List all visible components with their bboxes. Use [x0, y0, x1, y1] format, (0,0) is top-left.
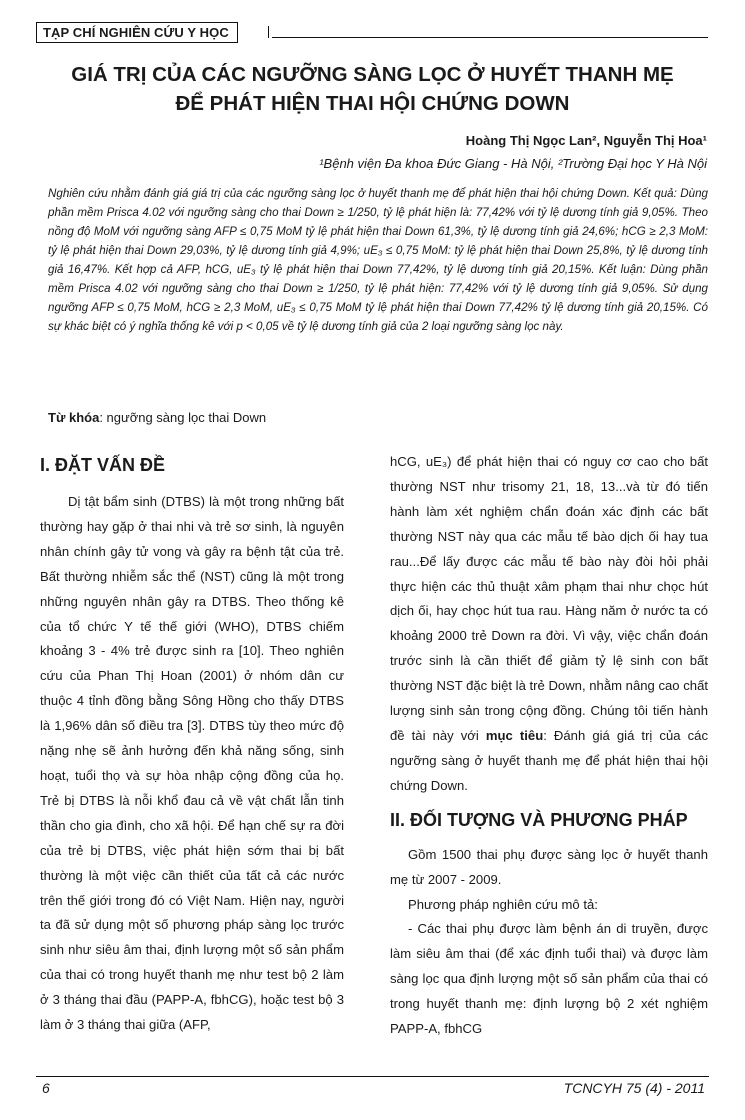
footer-journal: TCNCYH 75 (4) - 2011: [563, 1080, 705, 1096]
page-number: 6: [42, 1080, 50, 1096]
right-column: [390, 450, 708, 1042]
left-column: [40, 452, 344, 1038]
header-rule: [272, 37, 708, 38]
affiliations: ¹Bệnh viện Đa khoa Đức Giang - Hà Nội, ²Trường Đại học Y Hà Nội: [319, 156, 707, 171]
article-title: [40, 60, 705, 118]
title-line-2: ĐỂ PHÁT HIỆN THAI HỘI CHỨNG DOWN: [175, 92, 570, 115]
section-2-paragraph-1: Gồm 1500 thai phụ được sàng lọc ở huyết thanh mẹ từ 2007 - 2009.: [390, 846, 708, 887]
section-1-paragraph-2: [390, 450, 708, 799]
section-2-paragraph-2: Phương pháp nghiên cứu mô tả:: [408, 896, 598, 912]
abstract: Nghiên cứu nhằm đánh giá giá trị của các ngưỡng sàng lọc ở huyết thanh mẹ để phát hiện thai hội chứng Down. Kết quả: Dùng phần mềm Prisca 4.02 với ngưỡng sàng cho thai Down ≥ 1/250, tỷ lệ phát hiện là: 77,42% với tỷ lệ dương tính giả 9,05%. Theo nồng độ MoM với ngưỡng sàng AFP ≤ 0,75 MoM tỷ lệ phát hiện thai Down 61,3%, tỷ lệ dương tính giả 24,6%; hCG ≥ 2,3 MoM: tỷ lệ phát hiện thai Down 29,03%, tỷ lệ dương tính giả 4,9%; uE₃ ≤ 0,75 MoM: tỷ lệ phát hiện thai Down 25,8%, tỷ lệ dương tính giả 16,47%. Kết hợp cả AFP, hCG, uE₃ tỷ lệ phát hiện thai Down 77,42%, tỷ lệ dương tính giả 20,15%. Kết luận: Dùng phần mềm Prisca 4.02 với ngưỡng sàng cho thai Down ≥ 1/250, tỷ lệ phát hiện: 77,42% với tỷ lệ dương tính giả 9,05%. Sử dụng ngưỡng AFP ≤ 0,75 MoM, hCG ≥ 2,3 MoM, uE₃ ≤ 0,75 MoM tỷ lệ phát hiện thai Down 77,42% tỷ lệ dương tính giả 20,15%. Có sự khác biệt có ý nghĩa thống kê với p < 0,05 về tỷ lệ dương tính giả của 2 loại ngưỡng sàng lọc này.: [48, 187, 708, 333]
objective-label: mục tiêu: [485, 727, 544, 743]
section-1-heading: I. ĐẶT VẤN ĐỀ: [40, 455, 166, 475]
journal-name: TẠP CHÍ NGHIÊN CỨU Y HỌC: [36, 22, 238, 43]
section-2-heading: II. ĐỐI TƯỢNG VÀ PHƯƠNG PHÁP: [390, 809, 688, 830]
footer-rule: [36, 1076, 709, 1077]
section-1-paragraph-1: Dị tật bẩm sinh (DTBS) là một trong những bất thường hay gặp ở thai nhi và trẻ sơ sinh, là nguyên nhân chính gây tử vong và gây ra bệnh tật của trẻ. Bất thường nhiễm sắc thể (NST) cũng là một trong những nguyên nhân gây ra DTBS. Theo thống kê của tổ chức Y tế thế giới (WHO), DTBS chiếm khoảng 3 - 4% trẻ được sinh ra [10]. Theo nghiên cứu của Phan Thị Hoan (2001) ở nhóm dân cư thuộc 4 tỉnh đồng bằng Sông Hồng cho thấy DTBS là 1,96% dân số điều tra [3]. DTBS tùy theo mức độ nặng nhẹ sẽ ảnh hưởng đến khả năng sống, sinh hoạt, tuổi thọ và sự hòa nhập cộng đồng của họ. Trẻ bị DTBS là nỗi khổ đau cả về vật chất lẫn tinh thần cho gia đình, cho xã hội. Để hạn chế sự ra đời của trẻ bị DTBS, việc phát hiện sớm thai bị bất thường là một việc cần thiết của tất cả các nước trên thế giới trong đó có Việt Nam. Hiện nay, người ta đã sử dụng một số phương pháp sàng lọc trước sinh như siêu âm thai, định lượng một số sản phẩm của thai có trong huyết thanh mẹ như test bộ 2 làm ở 3 tháng thai đầu (PAPP-A, fbhCG), hoặc test bộ 3 làm ở 3 tháng thai giữa (AFP,: [40, 494, 344, 1033]
authors: Hoàng Thị Ngọc Lan², Nguyễn Thị Hoa¹: [465, 133, 707, 148]
header-divider: [268, 26, 269, 38]
keywords-text: : ngưỡng sàng lọc thai Down: [99, 410, 267, 425]
paragraph-2-text-b: : Đánh giá giá trị của các ngưỡng sàng ở huyết thanh mẹ để phát hiện thai hội chứng Down.: [390, 727, 709, 793]
keywords: [48, 410, 266, 425]
title-line-1: GIÁ TRỊ CỦA CÁC NGƯỠNG SÀNG LỌC Ở HUYẾT THANH MẸ: [71, 63, 674, 86]
keywords-label: Từ khóa: [48, 410, 100, 425]
journal-header: [36, 22, 708, 44]
paragraph-2-text-a: hCG, uE₃) để phát hiện thai có nguy cơ cao cho bất thường NST như trisomy 21, 18, 13...và từ đó tiến hành làm xét nghiệm chẩn đoán xác định các bất thường NST này qua các mẫu tế bào dịch ối hay tua rau...Để lấy được các mẫu tế bào này đòi hỏi phải thực hiện các thủ thuật xâm phạm thai như chọc hút dịch ối, hay chọc hút tua rau. Hàng năm ở nước ta có khoảng 2000 trẻ Down ra đời. Vì vậy, việc chẩn đoán trước sinh là cần thiết để giảm tỷ lệ sinh con bất thường NST đặc biệt là trẻ Down, nhằm nâng cao chất lượng sinh sản trong cộng đồng. Chúng tôi tiến hành đề tài này với: [390, 454, 708, 743]
section-2-paragraph-3: - Các thai phụ được làm bệnh án di truyền, được làm siêu âm thai (để xác định tuổi thai) và được làm sàng lọc qua định lượng một số sản phẩm của thai có trong huyết thanh mẹ: định lượng bộ 2 xét nghiệm PAPP-A, fbhCG: [390, 921, 708, 1037]
